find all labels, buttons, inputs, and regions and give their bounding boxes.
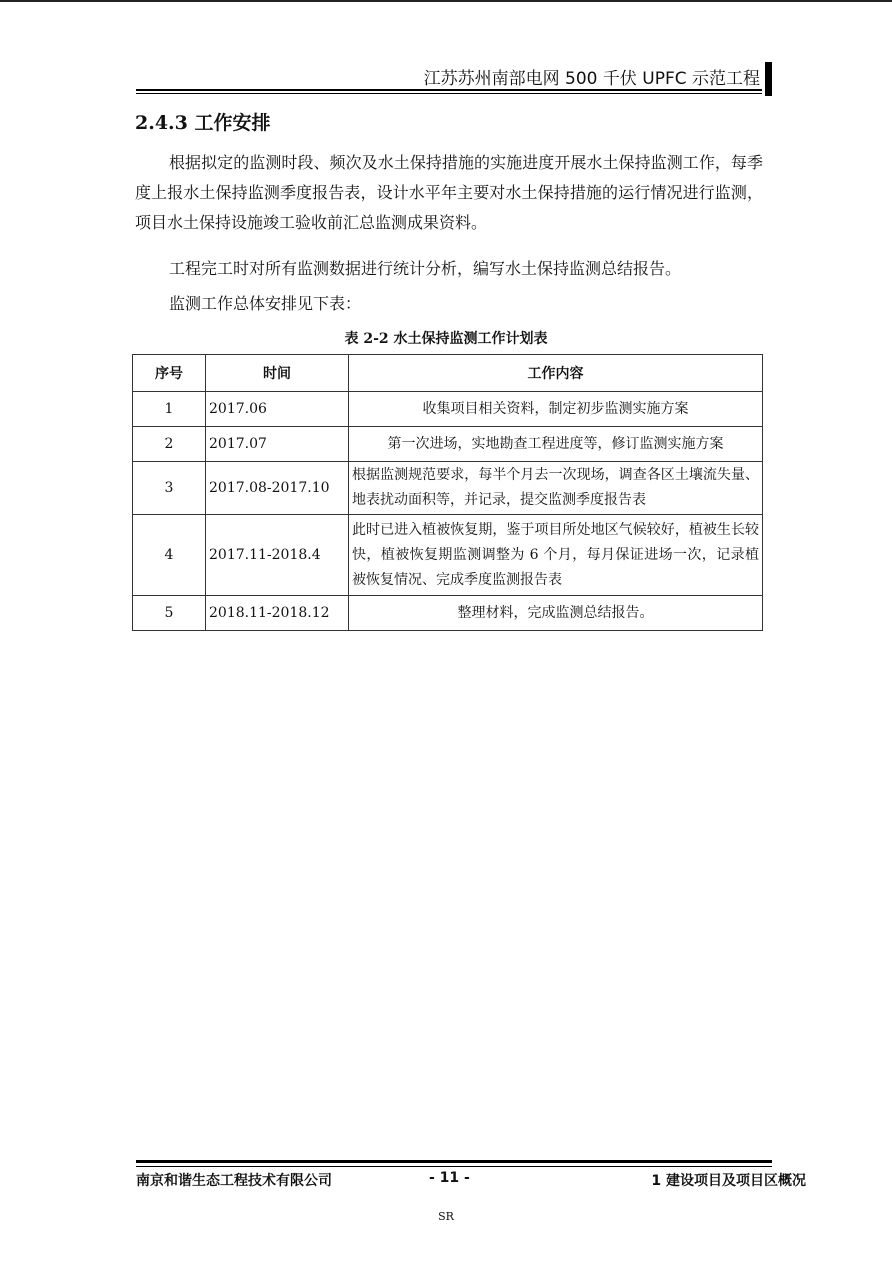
table-row xyxy=(133,427,763,462)
cell-time: 2017.11-2018.4 xyxy=(206,515,349,596)
top-edge-rule xyxy=(0,0,892,2)
cell-no: 2 xyxy=(133,427,206,462)
table-header-row xyxy=(133,355,763,392)
header-content: 工作内容 xyxy=(349,355,763,392)
bottom-mark: SR xyxy=(438,1210,454,1223)
cell-content: 此时已进入植被恢复期，鉴于项目所处地区气候较好，植被生长较快，植被恢复期监测调整为 6 个月，每月保证进场一次，记录植被恢复情况、完成季度监测报告表 xyxy=(349,515,763,596)
table-caption: 表 2-2 水土保持监测工作计划表 xyxy=(344,331,548,347)
cell-content: 收集项目相关资料，制定初步监测实施方案 xyxy=(349,392,763,427)
paragraph-3: 监测工作总体安排见下表： xyxy=(169,294,362,313)
section-title: 2.4.3 工作安排 xyxy=(135,112,271,134)
cell-no: 1 xyxy=(133,392,206,427)
cell-content: 第一次进场，实地勘查工程进度等，修订监测实施方案 xyxy=(349,427,763,462)
paragraph-1: 根据拟定的监测时段、频次及水土保持措施的实施进度开展水土保持监测工作，每季度上报水土保持监测季度报告表，设计水平年主要对水土保持措施的运行情况进行监测，项目水土保持设施竣工验收前汇总监测成果资料。 xyxy=(135,153,763,232)
footer-chapter: 1 建设项目及项目区概况 xyxy=(651,1173,806,1189)
table-row xyxy=(133,462,763,515)
header-rule xyxy=(136,89,762,91)
cell-content: 根据监测规范要求，每半个月去一次现场，调查各区土壤流失量、地表扰动面积等，并记录，提交监测季度报告表 xyxy=(349,462,763,515)
header-no: 序号 xyxy=(133,355,206,392)
monitoring-plan-table xyxy=(132,354,763,631)
cell-time: 2017.07 xyxy=(206,427,349,462)
paragraph-2: 工程完工时对所有监测数据进行统计分析，编写水土保持监测总结报告。 xyxy=(169,259,682,278)
table-row xyxy=(133,515,763,596)
cell-time: 2017.08-2017.10 xyxy=(206,462,349,515)
footer-company: 南京和谐生态工程技术有限公司 xyxy=(136,1173,332,1189)
header-rule-thin xyxy=(136,93,762,94)
header-bar xyxy=(765,62,772,96)
footer-rule-thin xyxy=(136,1166,772,1167)
cell-content: 整理材料，完成监测总结报告。 xyxy=(349,596,763,631)
cell-no: 4 xyxy=(133,515,206,596)
table-row xyxy=(133,392,763,427)
header-time: 时间 xyxy=(206,355,349,392)
cell-time: 2018.11-2018.12 xyxy=(206,596,349,631)
cell-no: 5 xyxy=(133,596,206,631)
header-title: 江苏苏州南部电网 500 千伏 UPFC 示范工程 xyxy=(423,69,760,89)
cell-no: 3 xyxy=(133,462,206,515)
page-number: - 11 - xyxy=(429,1170,470,1186)
page-footer xyxy=(136,1170,806,1190)
table-row xyxy=(133,596,763,631)
footer-rule xyxy=(136,1160,772,1163)
cell-time: 2017.06 xyxy=(206,392,349,427)
page-header xyxy=(136,62,772,96)
